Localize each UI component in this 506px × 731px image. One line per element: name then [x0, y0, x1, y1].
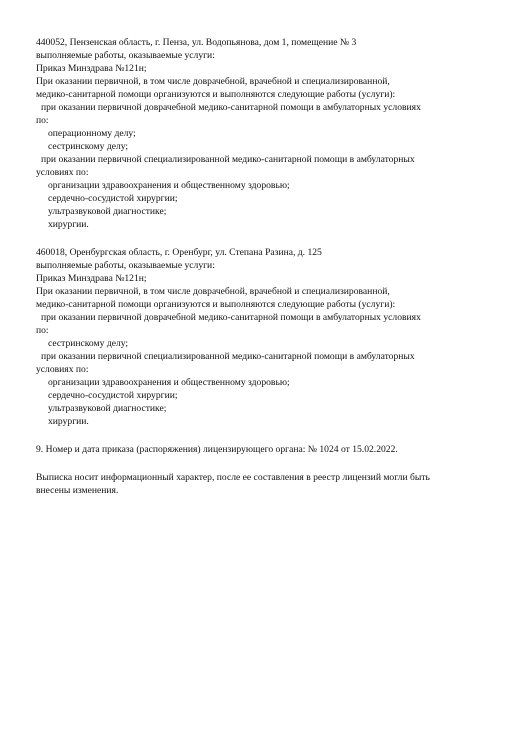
- orenburg-item-b-4: хирургии.: [48, 416, 89, 427]
- penza-order: Приказ Минздрава №121н;: [36, 63, 147, 74]
- orenburg-item-b-3: ультразвуковой диагностике;: [48, 403, 167, 414]
- penza-primary-line1: При оказании первичной, в том числе доврачебной, врачебной и специализированной,: [36, 76, 390, 87]
- penza-item-b-2: сердечно-сосудистой хирургии;: [48, 193, 178, 204]
- penza-primary-line2: медико-санитарной помощи организуются и выполняются следующие работы (услуги):: [36, 89, 396, 100]
- penza-item-b-1: организации здравоохранения и общественному здоровью;: [48, 180, 290, 191]
- penza-specialized-cont: условиях по:: [36, 167, 89, 178]
- orenburg-address: 460018, Оренбургская область, г. Оренбург, ул. Степана Разина, д. 125: [36, 247, 322, 258]
- penza-item-b-4: хирургии.: [48, 219, 89, 230]
- penza-item-b-3: ультразвуковой диагностике;: [48, 206, 167, 217]
- disclaimer-line1: Выписка носит информационный характер, после ее составления в реестр лицензий могли быть: [36, 472, 430, 483]
- orenburg-works-heading: выполняемые работы, оказываемые услуги:: [36, 260, 215, 271]
- penza-item-a-1: операционному делу;: [48, 128, 136, 139]
- disclaimer-line2: внесены изменения.: [36, 485, 119, 496]
- orenburg-predoctor-line1: при оказании первичной доврачебной медико-санитарной помощи в амбулаторных условиях: [41, 312, 421, 323]
- orenburg-specialized-line: при оказании первичной специализированной медико-санитарной помощи в амбулаторных: [41, 351, 415, 362]
- penza-works-heading: выполняемые работы, оказываемые услуги:: [36, 50, 215, 61]
- penza-predoctor-line2: по:: [36, 115, 49, 126]
- orenburg-predoctor-line2: по:: [36, 325, 49, 336]
- orenburg-item-b-1: организации здравоохранения и общественному здоровью;: [48, 377, 290, 388]
- orenburg-item-b-2: сердечно-сосудистой хирургии;: [48, 390, 178, 401]
- orenburg-item-a-1: сестринскому делу;: [48, 338, 129, 349]
- penza-predoctor-line1: при оказании первичной доврачебной медико-санитарной помощи в амбулаторных условиях: [41, 102, 421, 113]
- penza-item-a-2: сестринскому делу;: [48, 141, 129, 152]
- orenburg-order: Приказ Минздрава №121н;: [36, 273, 147, 284]
- penza-specialized-line: при оказании первичной специализированной медико-санитарной помощи в амбулаторных: [41, 154, 415, 165]
- orenburg-primary-line1: При оказании первичной, в том числе доврачебной, врачебной и специализированной,: [36, 286, 390, 297]
- order-info: 9. Номер и дата приказа (распоряжения) лицензирующего органа: № 1024 от 15.02.2022.: [36, 444, 398, 455]
- penza-address: 440052, Пензенская область, г. Пенза, ул. Водопьянова, дом 1, помещение № 3: [36, 37, 357, 48]
- orenburg-primary-line2: медико-санитарной помощи организуются и выполняются следующие работы (услуги):: [36, 299, 396, 310]
- orenburg-specialized-cont: условиях по:: [36, 364, 89, 375]
